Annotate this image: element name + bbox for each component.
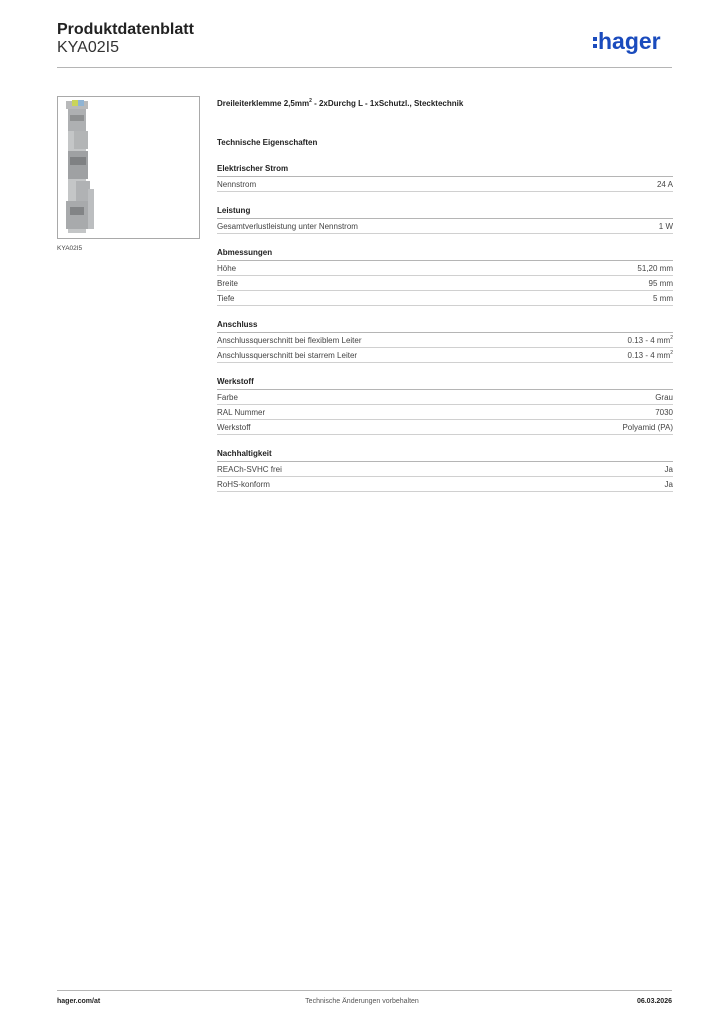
spec-group-title: Abmessungen bbox=[217, 247, 673, 261]
spec-value bbox=[665, 480, 673, 489]
spec-value-text: Polyamid (PA) bbox=[622, 422, 673, 432]
spec-label: Anschlussquerschnitt bei starrem Leiter bbox=[217, 350, 358, 360]
spec-value bbox=[628, 350, 673, 360]
spec-value bbox=[657, 180, 673, 189]
spec-group-title: Anschluss bbox=[217, 319, 673, 333]
description-suffix: - 2xDurchg L - 1xSchutzl., Stecktechnik bbox=[311, 99, 464, 108]
spec-group bbox=[217, 163, 673, 192]
spec-value-text: 5 mm bbox=[653, 293, 673, 303]
spec-value bbox=[649, 279, 673, 288]
product-image-frame bbox=[57, 96, 200, 239]
spec-value-text: Grau bbox=[655, 392, 673, 402]
spec-group bbox=[217, 448, 673, 492]
footer-notice: Technische Änderungen vorbehalten bbox=[305, 998, 419, 1005]
description-sup: 2 bbox=[309, 98, 312, 104]
spec-value-text: 0.13 - 4 mm bbox=[627, 336, 671, 345]
product-image bbox=[58, 97, 199, 238]
spec-row bbox=[217, 276, 673, 291]
image-caption: KYA02I5 bbox=[57, 245, 83, 252]
spec-row bbox=[217, 420, 673, 435]
spec-group bbox=[217, 376, 673, 435]
header-divider bbox=[57, 67, 672, 68]
spec-label: RoHS-konform bbox=[217, 479, 270, 489]
spec-row bbox=[217, 177, 673, 192]
spec-value bbox=[653, 294, 673, 303]
document-title: Produktdatenblatt bbox=[57, 21, 194, 38]
spec-row bbox=[217, 390, 673, 405]
spec-value bbox=[655, 408, 673, 417]
spec-label: RAL Nummer bbox=[217, 407, 266, 417]
spec-label: Werkstoff bbox=[217, 422, 251, 432]
spec-value-text: 24 A bbox=[656, 179, 673, 189]
spec-value-sup: 2 bbox=[670, 350, 673, 356]
spec-groups bbox=[217, 163, 673, 492]
spec-value bbox=[628, 335, 673, 345]
spec-value bbox=[622, 423, 673, 432]
spec-value bbox=[637, 264, 673, 273]
spec-row bbox=[217, 462, 673, 477]
spec-row bbox=[217, 477, 673, 492]
product-description bbox=[217, 96, 673, 109]
spec-label: Farbe bbox=[217, 392, 238, 402]
spec-value bbox=[655, 393, 673, 402]
spec-value-text: Ja bbox=[664, 464, 673, 474]
spec-group-title: Werkstoff bbox=[217, 376, 673, 390]
description-prefix: Dreileiterklemme 2,5mm bbox=[217, 99, 310, 108]
spec-value-text: 7030 bbox=[655, 407, 673, 417]
spec-value-text: 95 mm bbox=[648, 278, 673, 288]
spec-value-sup: 2 bbox=[670, 335, 673, 341]
spec-label: Breite bbox=[217, 278, 238, 288]
spec-label: Gesamtverlustleistung unter Nennstrom bbox=[217, 221, 358, 231]
spec-label: Tiefe bbox=[217, 293, 235, 303]
spec-row bbox=[217, 261, 673, 276]
spec-group bbox=[217, 205, 673, 234]
spec-row bbox=[217, 333, 673, 348]
spec-value-text: 1 W bbox=[658, 221, 673, 231]
spec-group bbox=[217, 247, 673, 306]
hager-logo bbox=[593, 28, 675, 56]
section-title: Technische Eigenschaften bbox=[217, 138, 318, 147]
spec-row bbox=[217, 405, 673, 420]
spec-row bbox=[217, 219, 673, 234]
spec-label: REACh-SVHC frei bbox=[217, 464, 282, 474]
spec-label: Anschlussquerschnitt bei flexiblem Leiter bbox=[217, 335, 362, 345]
footer-website[interactable]: hager.com/at bbox=[57, 998, 101, 1005]
footer-date: 06.03.2026 bbox=[636, 998, 672, 1005]
spec-value bbox=[665, 465, 673, 474]
footer-divider bbox=[57, 990, 672, 991]
svg-text:hager: hager bbox=[598, 28, 661, 54]
spec-row bbox=[217, 348, 673, 363]
spec-group-title: Nachhaltigkeit bbox=[217, 448, 673, 462]
spec-group-title: Leistung bbox=[217, 205, 673, 219]
spec-value-text: 0.13 - 4 mm bbox=[627, 351, 671, 360]
spec-content bbox=[217, 96, 673, 505]
spec-value-text: Ja bbox=[664, 479, 673, 489]
product-code: KYA02I5 bbox=[57, 39, 119, 56]
spec-label: Nennstrom bbox=[217, 179, 257, 189]
spec-group bbox=[217, 319, 673, 363]
spec-value bbox=[659, 222, 673, 231]
spec-row bbox=[217, 291, 673, 306]
spec-label: Höhe bbox=[217, 263, 237, 273]
spec-group-title: Elektrischer Strom bbox=[217, 163, 673, 177]
spec-value-text: 51,20 mm bbox=[637, 263, 673, 273]
